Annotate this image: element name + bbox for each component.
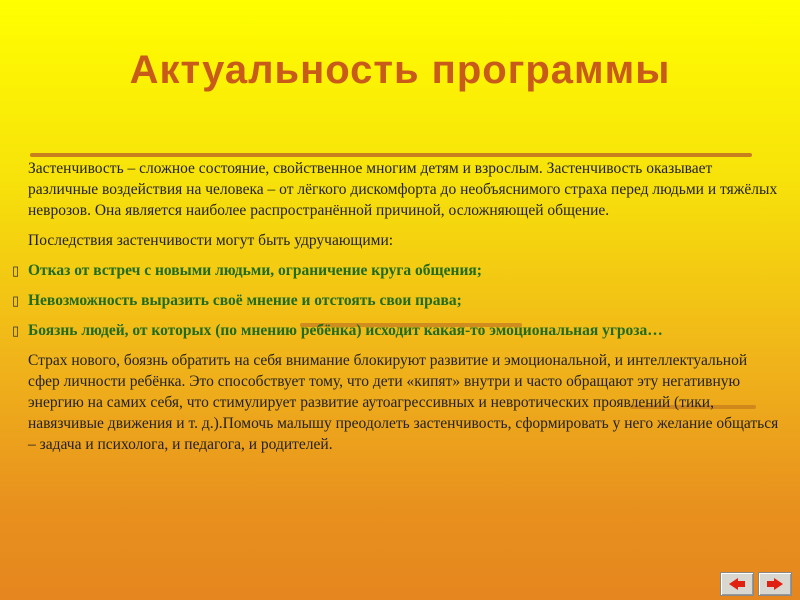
bullet-item [12,320,782,341]
bullet-text: Боязнь людей, от которых (по мнению ребёнка) исходит какая-то эмоциональная угроза… [28,322,663,339]
slide-body [12,158,782,464]
right-arrow-icon [766,577,784,591]
divider-rule-top [30,153,752,157]
bullet-text: Невозможность выразить своё мнение и отстоять свои права; [28,292,462,309]
bullet-marker-icon: ▯ [12,323,20,338]
bullet-item [12,260,782,281]
intro-paragraph: Застенчивость – сложное состояние, свойственное многим детям и взрослым. Застенчивость оказывает различные воздействия на человека – от лёгкого дискомфорта до необъяснимого страха перед людьми и тяжёлых неврозов. Она является наиболее распространённой причиной, осложняющей общение. [28,160,778,219]
conclusion-paragraph: Страх нового, боязнь обратить на себя внимание блокируют развитие и эмоциональной, и интеллектуальной сфер личности ребёнка. Это способствует тому, что дети «кипят» внутри и часто обращают эту негативную энергию на самих себя, что стимулирует развитие аутоагрессивных и невротических проявлений (тики, навязчивые движения и т. д.).Помочь малышу преодолеть застенчивость, сформировать у него желание общаться – задача и психолога, и педагога, и родителей. [28,352,779,453]
next-slide-button[interactable] [758,572,792,596]
left-arrow-icon [728,577,746,591]
consequences-lead: Последствия застенчивости могут быть удручающими: [28,232,394,249]
slide-title: Актуальность программы [129,48,671,92]
bullet-marker-icon: ▯ [12,263,20,278]
bullet-item [12,290,782,311]
bullet-text: Отказ от встреч с новыми людьми, ограничение круга общения; [28,262,482,279]
prev-slide-button[interactable] [720,572,754,596]
slide-navigation [720,572,792,596]
bullet-marker-icon: ▯ [12,293,20,308]
